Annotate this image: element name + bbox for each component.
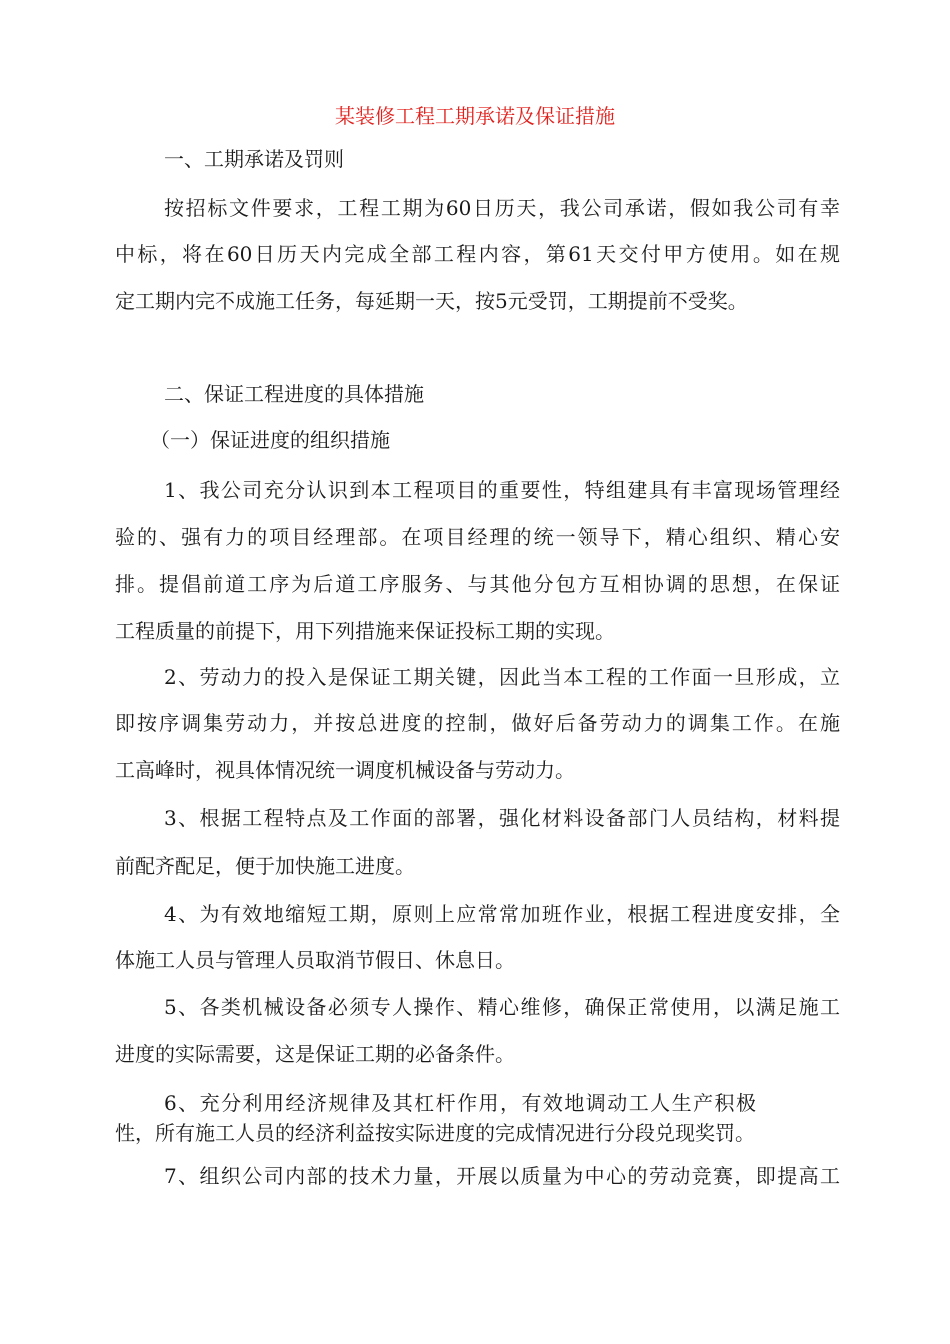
paragraph-line: 6、充分利用经济规律及其杠杆作用，有效地调动工人生产积极 [164, 1091, 756, 1115]
paragraph-line: 验的、强有力的项目经理部。在项目经理的统一领导下，精心组织、精心安 [115, 525, 840, 549]
paragraph-line: 按招标文件要求，工程工期为60日历天，我公司承诺，假如我公司有幸 [164, 196, 840, 220]
paragraph-line: 即按序调集劳动力，并按总进度的控制，做好后备劳动力的调集工作。在施 [115, 711, 840, 735]
section2-subheading: （一）保证进度的组织措施 [150, 428, 390, 452]
paragraph-line: 5、各类机械设备必须专人操作、精心维修，确保正常使用，以满足施工 [164, 995, 840, 1019]
paragraph-line: 工程质量的前提下，用下列措施来保证投标工期的实现。 [115, 619, 615, 643]
paragraph-line: 体施工人员与管理人员取消节假日、休息日。 [115, 948, 515, 972]
paragraph-line: 前配齐配足，便于加快施工进度。 [115, 854, 415, 878]
paragraph-line: 工高峰时，视具体情况统一调度机械设备与劳动力。 [115, 758, 575, 782]
section2-heading: 二、保证工程进度的具体措施 [164, 382, 424, 406]
paragraph-line: 3、根据工程特点及工作面的部署，强化材料设备部门人员结构，材料提 [164, 806, 840, 830]
paragraph-line: 4、为有效地缩短工期，原则上应常常加班作业，根据工程进度安排，全 [164, 902, 840, 926]
paragraph-line: 7、组织公司内部的技术力量，开展以质量为中心的劳动竞赛，即提高工 [164, 1164, 840, 1188]
document-title: 某装修工程工期承诺及保证措施 [335, 104, 615, 128]
paragraph-line: 性，所有施工人员的经济利益按实际进度的完成情况进行分段兑现奖罚。 [115, 1121, 755, 1145]
paragraph-line: 1、我公司充分认识到本工程项目的重要性，特组建具有丰富现场管理经 [164, 478, 840, 502]
paragraph-line: 中标，将在60日历天内完成全部工程内容，第61天交付甲方使用。如在规 [115, 242, 840, 266]
paragraph-line: 排。提倡前道工序为后道工序服务、与其他分包方互相协调的思想，在保证 [115, 572, 840, 596]
paragraph-line: 2、劳动力的投入是保证工期关键，因此当本工程的工作面一旦形成，立 [164, 665, 840, 689]
paragraph-line: 进度的实际需要，这是保证工期的必备条件。 [115, 1042, 515, 1066]
section1-heading: 一、工期承诺及罚则 [164, 147, 344, 171]
paragraph-line: 定工期内完不成施工任务，每延期一天，按5元受罚，工期提前不受奖。 [115, 289, 748, 313]
